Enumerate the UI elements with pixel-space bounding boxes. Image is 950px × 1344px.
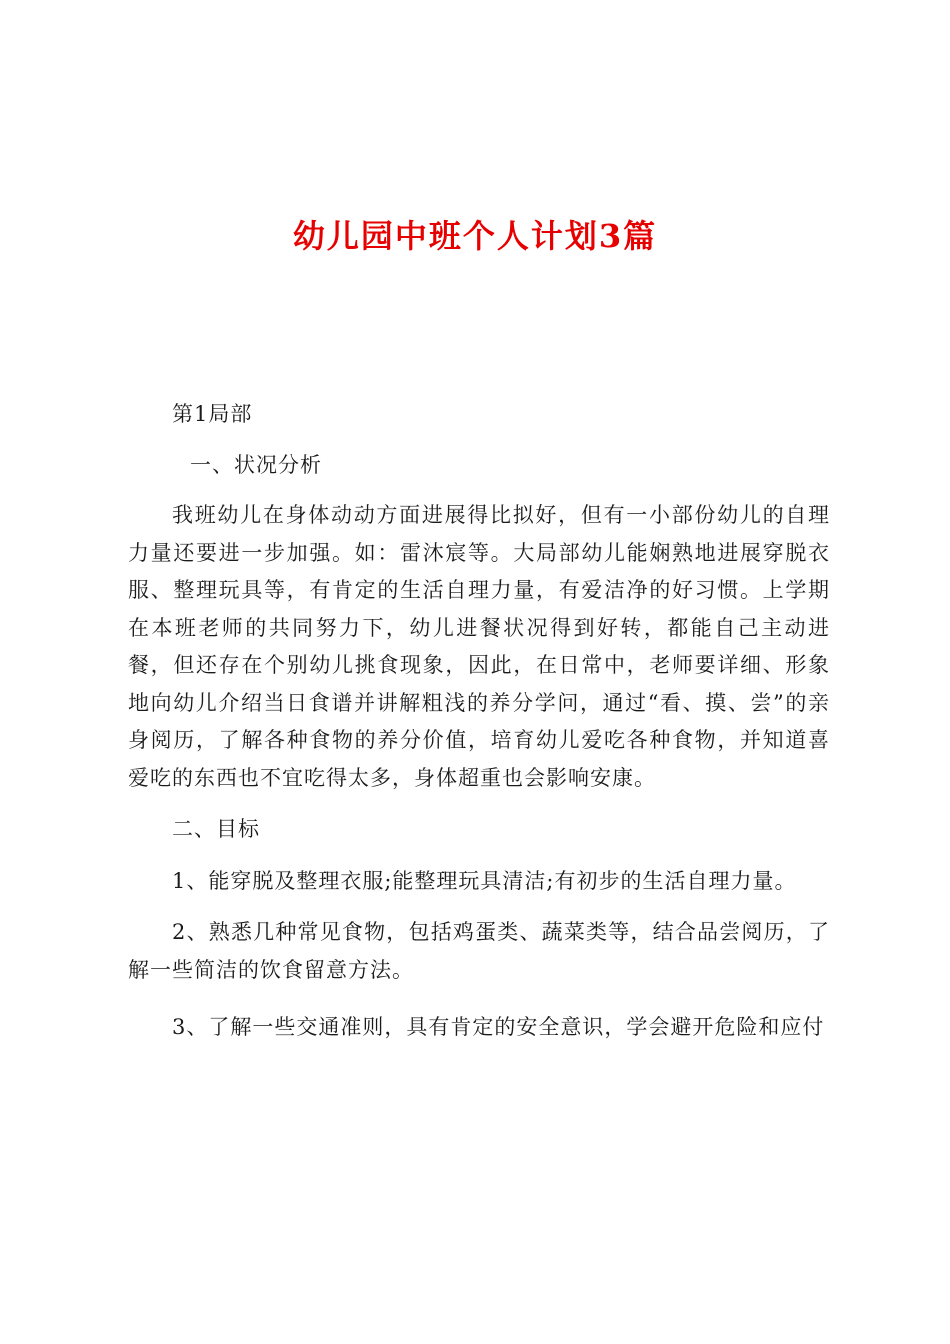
document-title: 幼儿园中班个人计划3篇 (292, 217, 658, 255)
goal-item-2: 2、熟悉几种常见食物，包括鸡蛋类、蔬菜类等，结合品尝阅历，了解一些简洁的饮食留意方法。 (128, 920, 830, 982)
goal-item-1: 1、能穿脱及整理衣服;能整理玩具清洁;有初步的生活自理力量。 (172, 868, 797, 893)
body-paragraph-analysis: 我班幼儿在身体动动方面进展得比拟好，但有一小部份幼儿的自理力量还要进一步加强。如：雷沐宸等。大局部幼儿能娴熟地进展穿脱衣服、整理玩具等，有肯定的生活自理力量，有爱洁净的好习惯。上学期在本班老师的共同努力下，幼儿进餐状况得到好转，都能自己主动进餐，但还存在个别幼儿挑食现象，因此，在日常中，老师要详细、形象地向幼儿介绍当日食谱并讲解粗浅的养分学问，通过“看、摸、尝”的亲身阅历，了解各种食物的养分价值，培育幼儿爱吃各种食物，并知道喜爱吃的东西也不宜吃得太多，身体超重也会影响安康。 (128, 503, 830, 790)
document-body (128, 396, 830, 1047)
goal-item-3: 3、了解一些交通准则，具有肯定的安全意识，学会避开危险和应付 (172, 1015, 825, 1039)
section-heading-part-1: 第1局部 (172, 402, 253, 426)
section-heading-goals: 二、目标 (172, 817, 260, 841)
section-heading-analysis: 一、状况分析 (190, 452, 322, 477)
